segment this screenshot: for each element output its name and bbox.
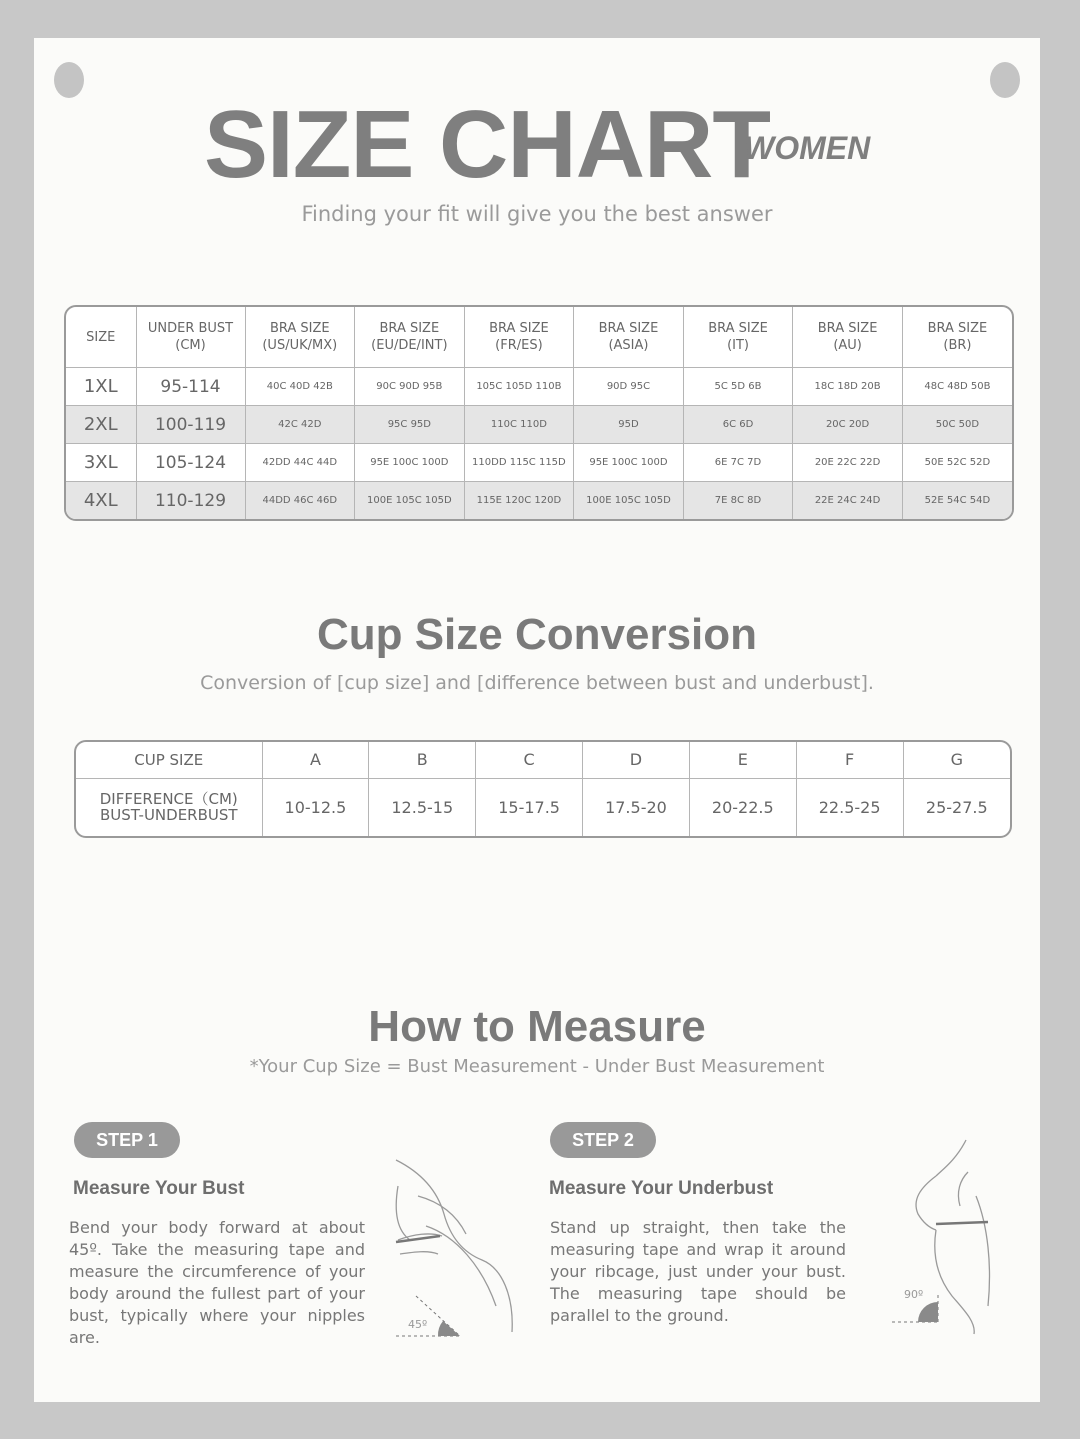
size-chart-sheet <box>34 38 1040 1402</box>
step-1-title: Measure Your Bust <box>73 1178 245 1199</box>
punch-hole-left <box>54 62 84 98</box>
cell-bra-fr: 115E 120C 120D <box>464 482 574 520</box>
cell-bra-eu: 100E 105C 105D <box>355 482 465 520</box>
cell-bra-fr: 110C 110D <box>464 406 574 444</box>
cell-bra-it: 7E 8C 8D <box>683 482 793 520</box>
cup-cell: B <box>369 742 476 778</box>
table-row <box>66 406 1012 444</box>
cell-bra-eu: 95E 100C 100D <box>355 444 465 482</box>
cell-bra-eu: 90C 90D 95B <box>355 368 465 406</box>
cell-bra-asia: 90D 95C <box>574 368 684 406</box>
title-tag: WOMEN <box>744 130 871 166</box>
cup-cell: G <box>903 742 1010 778</box>
cell-bra-us: 42C 42D <box>245 406 355 444</box>
header-bra-br: BRA SIZE (BR) <box>902 307 1012 368</box>
cell-size: 3XL <box>66 444 136 482</box>
cell-bra-br: 48C 48D 50B <box>902 368 1012 406</box>
step-1-body: Bend your body forward at about 45º. Take the measuring tape and measure the circumference of your body around the fullest part of your bust, typically where your nipples are. <box>69 1218 365 1347</box>
cell-bra-au: 20C 20D <box>793 406 903 444</box>
difference-cell: 12.5-15 <box>369 778 476 836</box>
step-2-angle: 90º <box>904 1288 924 1301</box>
header-bra-eu: BRA SIZE (EU/DE/INT) <box>355 307 465 368</box>
cell-bra-br: 50C 50D <box>902 406 1012 444</box>
step-2-title: Measure Your Underbust <box>549 1178 774 1199</box>
cell-bra-us: 44DD 46C 46D <box>245 482 355 520</box>
cell-bra-eu: 95C 95D <box>355 406 465 444</box>
step-1-badge: STEP 1 <box>74 1122 180 1158</box>
header-bra-au: BRA SIZE (AU) <box>793 307 903 368</box>
cell-bra-asia: 100E 105C 105D <box>574 482 684 520</box>
cell-bra-us: 42DD 44C 44D <box>245 444 355 482</box>
cell-bra-asia: 95D <box>574 406 684 444</box>
cell-under-bust: 95-114 <box>136 368 245 406</box>
table-row <box>66 482 1012 520</box>
cell-bra-br: 52E 54C 54D <box>902 482 1012 520</box>
cell-bra-it: 6E 7C 7D <box>683 444 793 482</box>
step-2-body: Stand up straight, then take the measuring tape and wrap it around your ribcage, just under your bust. The measuring tape should be parallel to the ground. <box>550 1218 846 1325</box>
header-bra-asia: BRA SIZE (ASIA) <box>574 307 684 368</box>
cell-bra-br: 50E 52C 52D <box>902 444 1012 482</box>
cell-bra-fr: 105C 105D 110B <box>464 368 574 406</box>
cup-size-table <box>74 740 1012 838</box>
table-row <box>66 444 1012 482</box>
cell-bra-fr: 110DD 115C 115D <box>464 444 574 482</box>
page-subtitle: Finding your fit will give you the best answer <box>301 202 773 226</box>
header-bra-us: BRA SIZE (US/UK/MX) <box>245 307 355 368</box>
cell-bra-it: 5C 5D 6B <box>683 368 793 406</box>
cell-size: 2XL <box>66 406 136 444</box>
cell-bra-au: 18C 18D 20B <box>793 368 903 406</box>
cup-section-subtitle: Conversion of [cup size] and [difference between bust and underbust]. <box>200 672 874 694</box>
cup-cell: E <box>689 742 796 778</box>
measure-section-subtitle: *Your Cup Size = Bust Measurement - Under Bust Measurement <box>249 1056 825 1077</box>
difference-cell: 10-12.5 <box>262 778 369 836</box>
cell-bra-us: 40C 40D 42B <box>245 368 355 406</box>
measure-section-title: How to Measure <box>368 1002 706 1051</box>
cup-section-title: Cup Size Conversion <box>316 610 758 659</box>
cell-size: 1XL <box>66 368 136 406</box>
cup-cell: C <box>476 742 583 778</box>
cell-under-bust: 100-119 <box>136 406 245 444</box>
cup-cell: A <box>262 742 369 778</box>
header-bra-it: BRA SIZE (IT) <box>683 307 793 368</box>
difference-cell: 25-27.5 <box>925 797 988 817</box>
header-under-bust: UNDER BUST (CM) <box>136 307 245 368</box>
difference-cell: 17.5-20 <box>583 778 690 836</box>
bust-measure-figure <box>386 1156 526 1346</box>
difference-label: DIFFERENCE（CM) BUST-UNDERBUST <box>76 778 262 836</box>
cell-bra-au: 20E 22C 22D <box>793 444 903 482</box>
cup-header-row <box>76 742 1010 778</box>
punch-hole-right <box>990 62 1020 98</box>
cell-bra-asia: 95E 100C 100D <box>574 444 684 482</box>
step-2-badge: STEP 2 <box>550 1122 656 1158</box>
step-1-angle: 45º <box>408 1318 428 1331</box>
page-title: SIZE CHART <box>204 91 770 198</box>
cell-under-bust: 105-124 <box>136 444 245 482</box>
difference-cell: 20-22.5 <box>689 778 796 836</box>
cell-size: 4XL <box>66 482 136 520</box>
underbust-measure-figure <box>856 1136 1006 1336</box>
header-size: SIZE <box>66 307 136 368</box>
table-row <box>66 368 1012 406</box>
cup-size-label: CUP SIZE <box>76 742 262 778</box>
cup-cell: D <box>583 742 690 778</box>
header-bra-fr: BRA SIZE (FR/ES) <box>464 307 574 368</box>
cup-cell: F <box>796 742 903 778</box>
size-table <box>64 305 1014 521</box>
difference-cell: 15-17.5 <box>476 778 583 836</box>
cell-under-bust: 110-129 <box>136 482 245 520</box>
difference-cell: 22.5-25 <box>796 778 903 836</box>
cell-bra-au: 22E 24C 24D <box>793 482 903 520</box>
difference-row <box>76 778 1010 836</box>
cell-bra-it: 6C 6D <box>683 406 793 444</box>
size-table-header-row <box>66 307 1012 368</box>
